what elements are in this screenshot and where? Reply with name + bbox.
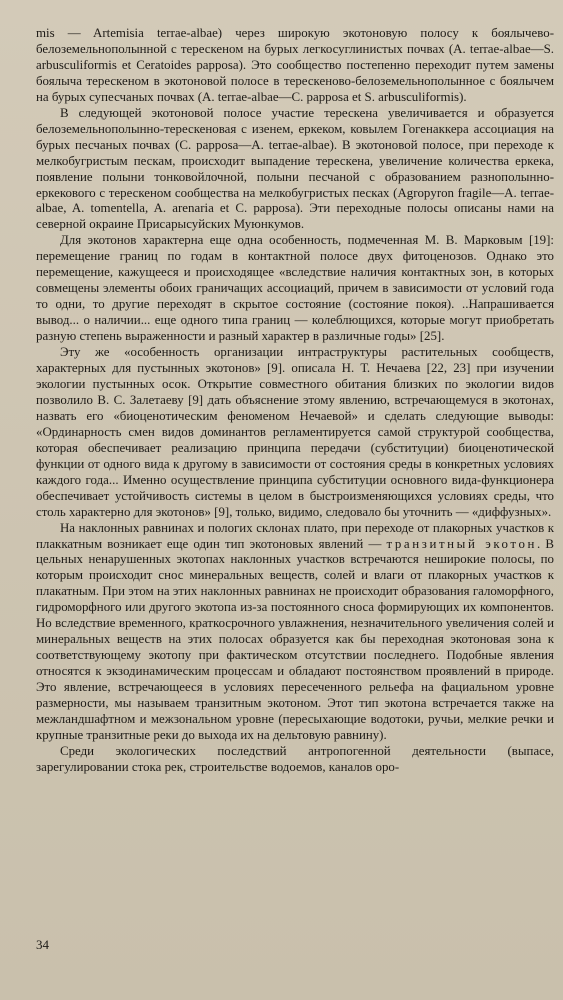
paragraph-p6 bbox=[36, 744, 554, 776]
text-run: . В цельных ненарушенных экотопах наклонных участков встречаются неширокие полосы, по которым происходит снос минеральных веществ, солей и влаги от плакорных участков к плакатным. При этом на этих наклонных равнинах не происходит образования галоморфного, гидроморфного или другого экотопа из-за постоянного сноса формирующих их компонентов. Но вследствие временного, краткосрочного увлажнения, незначительного увеличения солей и минеральных веществ на этих полосах образуется как бы переходная экотоновая зона к соответствующему экотопу при фактическом отсутствии последнего. Подобные явления относятся к экзодинамическим процессам и обладают постоянством проявлений в природе. Это явление, встречающееся в условиях пересеченного рельефа на фациальном уровне размерности, мы называем транзитным экотоном. Этот тип экотона встречается также на межландшафтном и межзональном уровне (пересыхающие водотоки, ручьи, мелкие речки и крупные транзитные реки до выхода их на дельтовую равнину). bbox=[36, 536, 554, 742]
text-run: Эту же «особенность организации интраструктуры растительных сообществ, характерных для пустынных экотонов» [9]. описала Н. Т. Нечаева [22, 23] при изучении экологии пустынных осок. Открытие совместного обитания близких по экологии видов позволило В. С. Залетаеву [9] дать объяснение этому явлению, встречающемуся в экотонах, назвать его «биоценотическим феноменом Нечаевой» и сделать следующие выводы: «Ординарность смен видов доминантов регламентируется самой структурой сообщества, которая обеспечивает реализацию принципа передачи (субституции) биоценотической функции от одного вида к другому в зависимости от состояния среды в конкретных условиях каждого года... Именно осуществление принципа субституции основного вида-функционера обеспечивает устойчивость системы в целом в быстроизменяющихся условиях среды, что столь характерно для экотонов» [9], только, видимо, следовало бы уточнить — «диффузных». bbox=[36, 345, 554, 519]
body-text bbox=[36, 26, 554, 776]
text-run: На наклонных равнинах и пологих склонах плато, при переходе от плакорных участков к плаккатным возникает еще один тип экотоновых явлений — bbox=[36, 520, 554, 551]
text-run: mis — Artemisia terrae-albae) через широкую экотоновую полосу к боялычево-белоземельнополынной с терескеном на бурых легкосуглинистых почвах (A. terrae-albae—S. arbusculiformis et Ceratoides papposa). Это сообщество постепенно переходит путем замены боялыча терескеном в экотоновой полосе в терескеново-белоземельнополынное с боялычем на бурых супесчаных почвах (A. terrae-albae—C. papposa et S. arbusculiformis). bbox=[36, 26, 554, 104]
paragraph-p1 bbox=[36, 26, 554, 106]
page-number: 34 bbox=[36, 937, 49, 952]
text-run: В следующей экотоновой полосе участие терескена увеличивается и образуется белоземельнополынно-терескеновая с изенем, еркеком, ковылем Гогенаккера ассоциация на бурых песчаных почвах (C. papposa—A. terrae-albae). В экотоновой полосе, при переходе к мелкобугристым пескам, происходит выпадение терескена, увеличение количества еркека, появление полыни тонковойлочной, полыни песчаной с образованием разнополынно-еркекового с терескеном сообщества на мелкобугристых песках (Agropyron fragile—A. terrae-albae, A. tomentella, A. arenaria et C. papposa). Эти переходные полосы описаны нами на северной окраине Присарысуйских Муюнкумов. bbox=[36, 105, 554, 232]
text-run: Среди экологических последствий антропогенной деятельности (выпасе, зарегулировании стока рек, строительстве водоемов, каналов оро- bbox=[36, 743, 554, 774]
paragraph-p3 bbox=[36, 233, 554, 345]
text-run: Для экотонов характерна еще одна особенность, подмеченная М. В. Марковым [19]: перемещение границ по годам в контактной полосе двух фитоценозов. Однако это перемещение, кажущееся и происходящее «вследствие наличия контактных зон, в которых совмещены элементы обоих граничащих ассоциаций, причем в зависимости от условий года то одни, то другие переходят в скрытое состояние (состояние покоя). ..Напрашивается вывод... о наличии... еще одного типа границ — колеблющихся, которые могут приобретать разную степень выраженности и разный характер в различные годы» [25]. bbox=[36, 233, 554, 344]
paragraph-p2 bbox=[36, 106, 554, 234]
spaced-term: транзитный экотон bbox=[386, 536, 538, 551]
paragraph-p5 bbox=[36, 521, 554, 744]
paragraph-p4 bbox=[36, 345, 554, 520]
